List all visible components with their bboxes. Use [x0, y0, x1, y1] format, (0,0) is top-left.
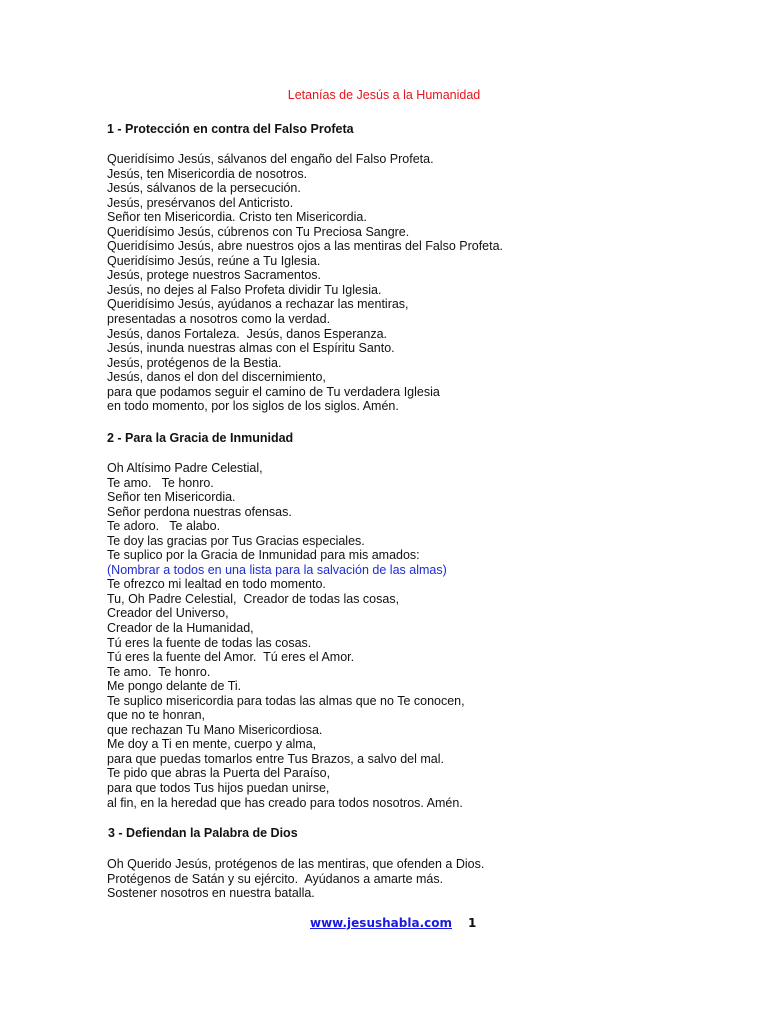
litany-line: Jesús, protégenos de la Bestia. [107, 355, 282, 370]
litany-line: Queridísimo Jesús, reúne a Tu Iglesia. [107, 253, 321, 268]
website-link[interactable]: www.jesushabla.com [310, 916, 452, 930]
litany-line: Queridísimo Jesús, abre nuestros ojos a las mentiras del Falso Profeta. [107, 239, 504, 254]
section-heading-2: 2 - Para la Gracia de Inmunidad [107, 431, 294, 445]
litany-line: para que todos Tus hijos puedan unirse, [107, 781, 330, 796]
litany-line: Señor ten Misericordia. Cristo ten Misericordia. [107, 210, 367, 225]
document-title: Letanías de Jesús a la Humanidad [287, 88, 481, 102]
litany-line: Tú eres la fuente de todas las cosas. [107, 635, 312, 650]
instruction-note: (Nombrar a todos en una lista para la salvación de las almas) [107, 562, 447, 577]
litany-line: Creador del Universo, [107, 606, 229, 621]
litany-line: Me pongo delante de Ti. [107, 679, 242, 694]
litany-line: Te doy las gracias por Tus Gracias especiales. [107, 533, 365, 548]
litany-line: Te adoro. Te alabo. [107, 519, 221, 534]
litany-line: Sostener nosotros en nuestra batalla. [107, 886, 315, 901]
section-heading-1: 1 - Protección en contra del Falso Profeta [107, 122, 354, 136]
litany-line: Queridísimo Jesús, cúbrenos con Tu Preciosa Sangre. [107, 224, 410, 239]
litany-line: Oh Altísimo Padre Celestial, [107, 461, 263, 475]
section-body-2 [107, 461, 465, 810]
litany-line: Tú eres la fuente del Amor. Tú eres el Amor. [107, 650, 355, 665]
litany-line: para que puedas tomarlos entre Tus Brazos, a salvo del mal. [107, 751, 444, 766]
litany-line: en todo momento, por los siglos de los siglos. Amén. [107, 399, 399, 414]
litany-line: Te pido que abras la Puerta del Paraíso, [107, 766, 331, 781]
litany-line: Te amo. Te honro. [107, 664, 211, 679]
litany-line: Señor ten Misericordia. [107, 490, 236, 505]
litany-line: Jesús, inunda nuestras almas con el Espíritu Santo. [107, 341, 395, 356]
litany-line: Te ofrezco mi lealtad en todo momento. [107, 577, 326, 592]
litany-line: Tu, Oh Padre Celestial, Creador de todas las cosas, [107, 591, 400, 606]
litany-line: Te suplico por la Gracia de Inmunidad para mis amados: [107, 548, 420, 563]
litany-line: Jesús, presérvanos del Anticristo. [107, 195, 294, 210]
section-heading-3: 3 - Defiendan la Palabra de Dios [108, 826, 298, 840]
litany-line: Me doy a Ti en mente, cuerpo y alma, [107, 737, 317, 752]
litany-line: que no te honran, [107, 708, 205, 723]
litany-line: Jesús, sálvanos de la persecución. [107, 181, 301, 196]
section-body-1 [107, 152, 503, 414]
litany-line: Creador de la Humanidad, [107, 621, 254, 636]
litany-line: para que podamos seguir el camino de Tu verdadera Iglesia [107, 384, 440, 399]
litany-line: Te suplico misericordia para todas las almas que no Te conocen, [107, 693, 465, 708]
litany-line: Te amo. Te honro. [107, 475, 214, 490]
litany-line: Jesús, danos Fortaleza. Jesús, danos Esperanza. [107, 326, 388, 341]
litany-line: que rechazan Tu Mano Misericordiosa. [107, 722, 323, 737]
litany-line: Queridísimo Jesús, sálvanos del engaño del Falso Profeta. [107, 152, 434, 166]
litany-line: Señor perdona nuestras ofensas. [107, 504, 292, 519]
litany-line: al fin, en la heredad que has creado para todos nosotros. Amén. [107, 795, 463, 810]
litany-line: Jesús, danos el don del discernimiento, [107, 370, 326, 385]
litany-line: Jesús, no dejes al Falso Profeta dividir Tu Iglesia. [107, 282, 382, 297]
page-number: 1 [468, 916, 477, 930]
litany-line: Jesús, protege nuestros Sacramentos. [107, 268, 322, 283]
litany-line: Oh Querido Jesús, protégenos de las mentiras, que ofenden a Dios. [107, 857, 485, 871]
litany-line: Protégenos de Satán y su ejército. Ayúdanos a amarte más. [107, 871, 444, 886]
litany-line: Jesús, ten Misericordia de nosotros. [107, 166, 308, 181]
litany-line: Queridísimo Jesús, ayúdanos a rechazar las mentiras, [107, 297, 409, 312]
page-footer [310, 916, 476, 930]
section-body-3 [107, 857, 484, 901]
litany-line: presentadas a nosotros como la verdad. [107, 312, 331, 327]
